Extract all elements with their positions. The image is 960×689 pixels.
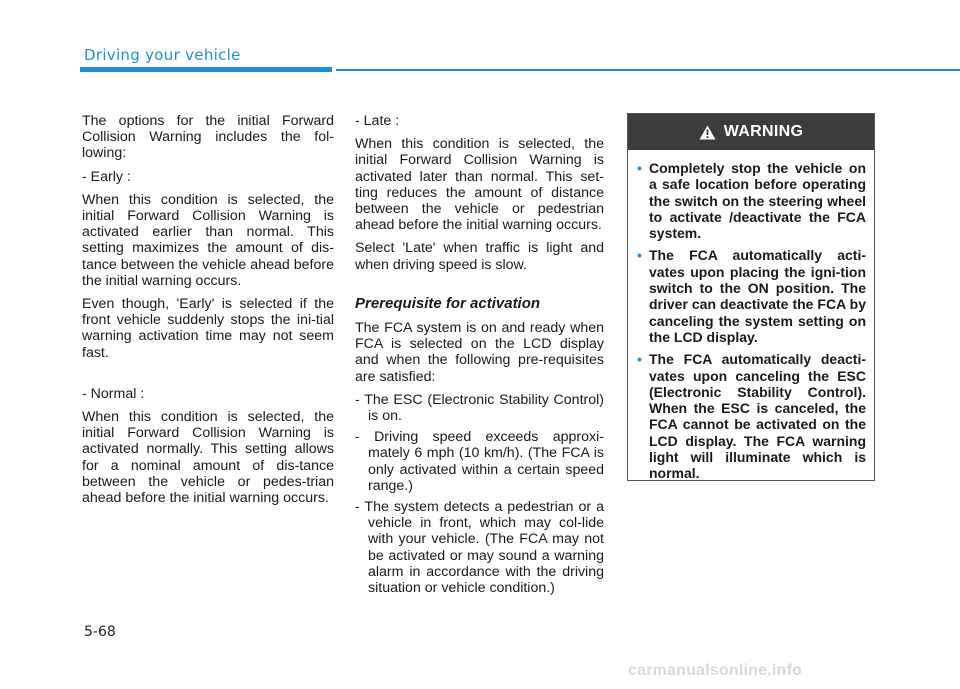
- prerequisite-intro: The FCA system is on and ready when FCA is selected on the LCD display and when the following pre-requisites are satisfied:: [355, 320, 604, 385]
- normal-label: - Normal :: [82, 385, 145, 402]
- bullet-icon: •: [637, 247, 642, 264]
- late-description: When this condition is selected, the initial Forward Collision Warning is activated later than normal. This set-ting reduces the amount of distance between the vehicle or pedestrian ahead before the initial warning occurs.: [355, 136, 604, 234]
- warning-list: [628, 150, 874, 482]
- warning-item: • The FCA automatically deacti-vates upon canceling the ESC (Electronic Stability Control). When the ESC is canceled, the FCA cannot be activated on the LCD display. The FCA warning light will illuminate which is normal.: [637, 351, 866, 482]
- early-description: When this condition is selected, the initial Forward Collision Warning is activated earlier than normal. This setting maximizes the amount of dis-tance between the vehicle ahead before the initial warning occurs.: [82, 191, 334, 289]
- early-label: - Early :: [82, 168, 131, 185]
- list-item: - The ESC (Electronic Stability Control) is on.: [355, 391, 604, 425]
- early-note: Even though, 'Early' is selected if the front vehicle suddenly stops the ini-tial warning activation time may not seem fast.: [82, 296, 334, 361]
- bullet-icon: •: [637, 160, 642, 176]
- left-column: [82, 113, 334, 513]
- header-rule-thin: [336, 69, 960, 71]
- bullet-icon: •: [637, 351, 642, 368]
- watermark: carmanualsonline.info: [628, 662, 803, 679]
- warning-triangle-icon: [699, 125, 716, 140]
- prerequisite-list: [355, 392, 604, 596]
- normal-description: When this condition is selected, the initial Forward Collision Warning is activated normally. This setting allows for a nominal amount of dis-tance between the vehicle or pedes-trian ahead before the initial warning occurs.: [82, 409, 334, 507]
- prerequisite-heading: Prerequisite for activation: [355, 294, 541, 312]
- warning-item: • Completely stop the vehicle on a safe location before operating the switch on the steering wheel to activate /deactivate the FCA system.: [637, 160, 866, 242]
- list-item: - Driving speed exceeds approxi-mately 6 mph (10 km/h). (The FCA is only activated within a certain speed range.): [355, 429, 604, 494]
- warning-header: [628, 114, 874, 150]
- list-item: - The system detects a pedestrian or a vehicle in front, which may col-lide with your vehicle. (The FCA may not be activated or may sound a warning alarm in accordance with the driving situation or vehicle condition.): [355, 499, 604, 597]
- late-label: - Late :: [355, 113, 400, 129]
- middle-column: [355, 113, 604, 601]
- section-title: Driving your vehicle: [84, 46, 241, 64]
- warning-item: • The FCA automatically acti-vates upon placing the igni-tion switch to the ON position. The driver can deactivate the FCA by canceling the system setting on the LCD display.: [637, 247, 866, 345]
- late-note: Select 'Late' when traffic is light and when driving speed is slow.: [355, 240, 604, 273]
- header-rule-thick: [80, 67, 332, 72]
- warning-box: [627, 113, 875, 481]
- warning-title: WARNING: [723, 123, 804, 140]
- intro-paragraph: The options for the initial Forward Collision Warning includes the fol-lowing:: [82, 113, 334, 162]
- page-number: 5-68: [84, 624, 116, 640]
